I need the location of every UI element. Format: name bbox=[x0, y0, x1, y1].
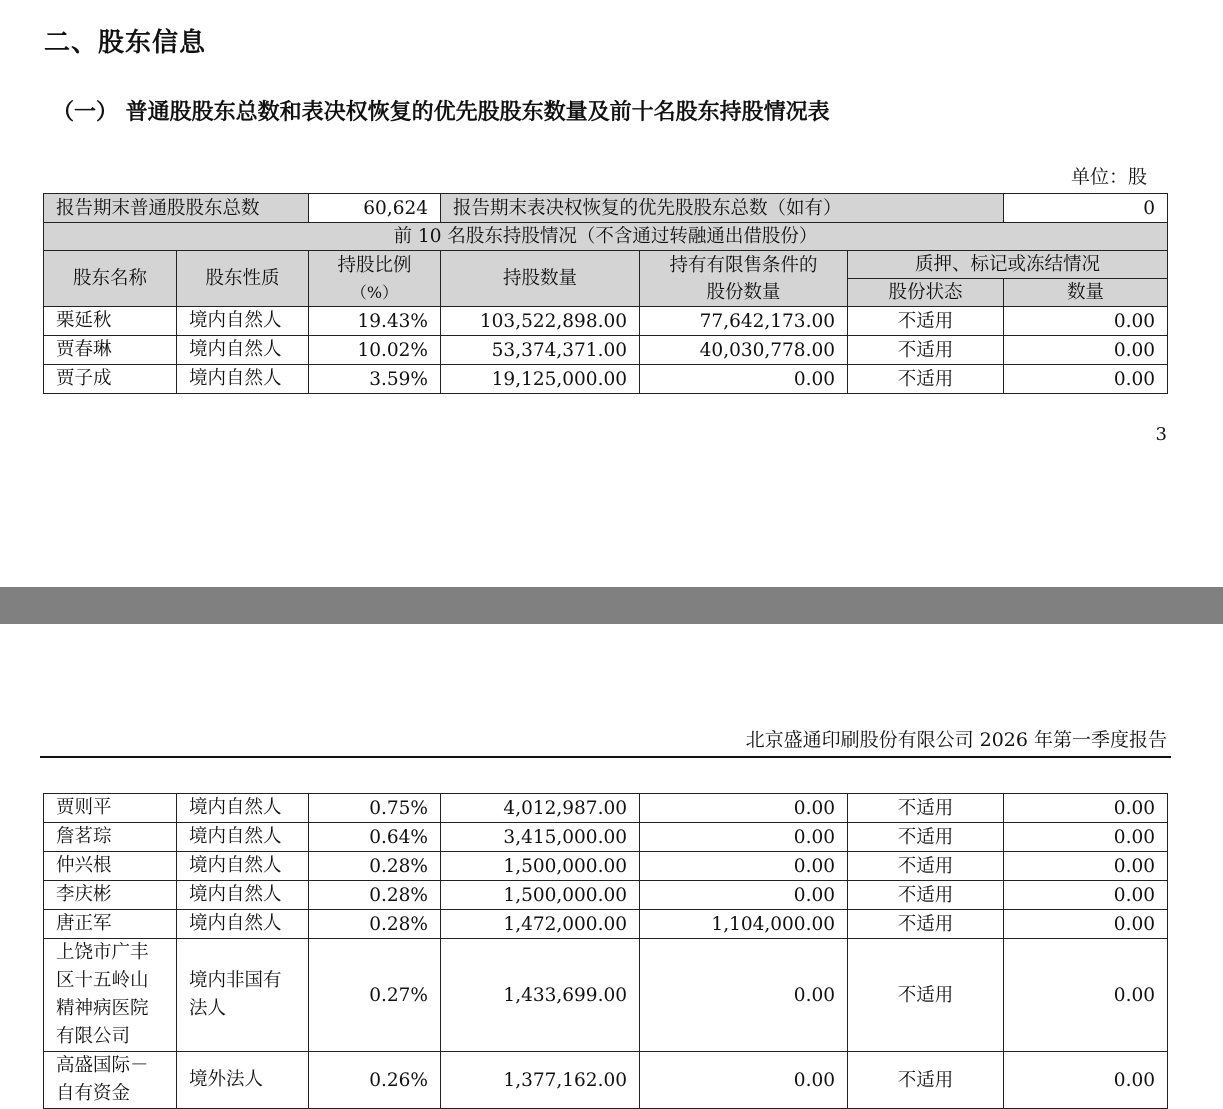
holding-ratio: 10.02% bbox=[309, 336, 441, 365]
table-row bbox=[44, 336, 1168, 365]
shareholder-nature: 境内自然人 bbox=[177, 881, 309, 910]
restricted-quantity: 77,642,173.00 bbox=[640, 307, 848, 336]
shareholder-table-page2 bbox=[43, 793, 1168, 1109]
holding-quantity: 1,500,000.00 bbox=[441, 852, 640, 881]
header-name: 股东名称 bbox=[44, 251, 177, 307]
header-rule bbox=[40, 756, 1171, 758]
holding-ratio: 0.28% bbox=[309, 852, 441, 881]
shareholder-nature: 境内自然人 bbox=[177, 852, 309, 881]
restricted-quantity: 0.00 bbox=[640, 1052, 848, 1109]
shareholder-name: 詹茗琮 bbox=[44, 823, 177, 852]
pledged-quantity: 0.00 bbox=[1004, 939, 1168, 1052]
pledge-status: 不适用 bbox=[848, 823, 1004, 852]
unit-label: 单位：股 bbox=[1070, 166, 1147, 188]
shareholder-name: 栗延秋 bbox=[44, 307, 177, 336]
restricted-quantity: 1,104,000.00 bbox=[640, 910, 848, 939]
shareholder-nature: 境内自然人 bbox=[177, 823, 309, 852]
header-ratio-line1: 持股比例 bbox=[337, 254, 412, 276]
shareholder-name: 贾春琳 bbox=[44, 336, 177, 365]
shareholder-name: 李庆彬 bbox=[44, 881, 177, 910]
shareholder-table-page1 bbox=[43, 193, 1168, 394]
running-header: 北京盛通印刷股份有限公司 2026 年第一季度报告 bbox=[745, 729, 1167, 751]
table-row bbox=[44, 307, 1168, 336]
pledged-quantity: 0.00 bbox=[1004, 910, 1168, 939]
common-holders-label: 报告期末普通股股东总数 bbox=[44, 194, 309, 223]
table-row bbox=[44, 939, 1168, 1052]
header-quantity: 持股数量 bbox=[441, 251, 640, 307]
pledge-status: 不适用 bbox=[848, 307, 1004, 336]
shareholder-nature: 境内自然人 bbox=[177, 794, 309, 823]
header-pledge-qty: 数量 bbox=[1004, 279, 1168, 307]
pledge-status: 不适用 bbox=[848, 910, 1004, 939]
holding-ratio: 3.59% bbox=[309, 365, 441, 394]
pledged-quantity: 0.00 bbox=[1004, 852, 1168, 881]
shareholder-nature: 境内自然人 bbox=[177, 365, 309, 394]
holding-quantity: 1,377,162.00 bbox=[441, 1052, 640, 1109]
restricted-quantity: 0.00 bbox=[640, 939, 848, 1052]
pledge-status: 不适用 bbox=[848, 1052, 1004, 1109]
table-row bbox=[44, 1052, 1168, 1109]
table-body-page2 bbox=[44, 794, 1168, 1109]
pledge-status: 不适用 bbox=[848, 881, 1004, 910]
holding-ratio: 0.28% bbox=[309, 881, 441, 910]
shareholder-nature: 境外法人 bbox=[177, 1052, 309, 1109]
common-holders-value: 60,624 bbox=[309, 194, 441, 223]
holding-quantity: 4,012,987.00 bbox=[441, 794, 640, 823]
holding-quantity: 1,472,000.00 bbox=[441, 910, 640, 939]
header-pledge-status: 股份状态 bbox=[848, 279, 1004, 307]
shareholder-name: 仲兴根 bbox=[44, 852, 177, 881]
shareholder-nature: 境内非国有法人 bbox=[177, 939, 309, 1052]
table-row bbox=[44, 881, 1168, 910]
header-restricted bbox=[640, 251, 848, 307]
holding-ratio: 0.27% bbox=[309, 939, 441, 1052]
page-number: 3 bbox=[1155, 424, 1167, 445]
holding-quantity: 3,415,000.00 bbox=[441, 823, 640, 852]
holding-ratio: 0.26% bbox=[309, 1052, 441, 1109]
pledged-quantity: 0.00 bbox=[1004, 336, 1168, 365]
table-row bbox=[44, 910, 1168, 939]
holding-quantity: 19,125,000.00 bbox=[441, 365, 640, 394]
page-break-band bbox=[0, 587, 1223, 624]
preferred-holders-value: 0 bbox=[1004, 194, 1168, 223]
shareholder-name: 上饶市广丰区十五岭山精神病医院有限公司 bbox=[44, 939, 177, 1052]
preferred-holders-label: 报告期末表决权恢复的优先股股东总数（如有） bbox=[441, 194, 1004, 223]
table-row bbox=[44, 823, 1168, 852]
table-row bbox=[44, 852, 1168, 881]
pledged-quantity: 0.00 bbox=[1004, 794, 1168, 823]
shareholder-name: 贾子成 bbox=[44, 365, 177, 394]
restricted-quantity: 0.00 bbox=[640, 852, 848, 881]
table-body-page1 bbox=[44, 307, 1168, 394]
table-row bbox=[44, 365, 1168, 394]
pledged-quantity: 0.00 bbox=[1004, 823, 1168, 852]
restricted-quantity: 0.00 bbox=[640, 881, 848, 910]
holding-quantity: 1,500,000.00 bbox=[441, 881, 640, 910]
header-restricted-line2: 股份数量 bbox=[706, 281, 781, 303]
top10-title: 前 10 名股东持股情况（不含通过转融通出借股份） bbox=[44, 223, 1168, 251]
pledged-quantity: 0.00 bbox=[1004, 365, 1168, 394]
restricted-quantity: 0.00 bbox=[640, 794, 848, 823]
header-nature: 股东性质 bbox=[177, 251, 309, 307]
holding-ratio: 0.28% bbox=[309, 910, 441, 939]
table-row bbox=[44, 794, 1168, 823]
holding-ratio: 0.64% bbox=[309, 823, 441, 852]
pledge-status: 不适用 bbox=[848, 794, 1004, 823]
pledge-status: 不适用 bbox=[848, 365, 1004, 394]
pledged-quantity: 0.00 bbox=[1004, 881, 1168, 910]
holding-quantity: 103,522,898.00 bbox=[441, 307, 640, 336]
holding-ratio: 19.43% bbox=[309, 307, 441, 336]
pledge-status: 不适用 bbox=[848, 939, 1004, 1052]
pledged-quantity: 0.00 bbox=[1004, 307, 1168, 336]
restricted-quantity: 40,030,778.00 bbox=[640, 336, 848, 365]
header-ratio-line2: （%） bbox=[350, 282, 399, 302]
holding-ratio: 0.75% bbox=[309, 794, 441, 823]
header-restricted-line1: 持有有限售条件的 bbox=[669, 254, 818, 276]
holding-quantity: 1,433,699.00 bbox=[441, 939, 640, 1052]
pledge-status: 不适用 bbox=[848, 336, 1004, 365]
shareholder-nature: 境内自然人 bbox=[177, 307, 309, 336]
shareholder-name: 高盛国际－自有资金 bbox=[44, 1052, 177, 1109]
restricted-quantity: 0.00 bbox=[640, 365, 848, 394]
header-ratio bbox=[309, 251, 441, 307]
pledge-status: 不适用 bbox=[848, 852, 1004, 881]
section-title: 二、股东信息 bbox=[44, 28, 207, 58]
pledged-quantity: 0.00 bbox=[1004, 1052, 1168, 1109]
subsection-title: （一） 普通股股东总数和表决权恢复的优先股股东数量及前十名股东持股情况表 bbox=[52, 99, 830, 125]
restricted-quantity: 0.00 bbox=[640, 823, 848, 852]
shareholder-name: 贾则平 bbox=[44, 794, 177, 823]
shareholder-name: 唐正军 bbox=[44, 910, 177, 939]
holding-quantity: 53,374,371.00 bbox=[441, 336, 640, 365]
shareholder-nature: 境内自然人 bbox=[177, 336, 309, 365]
header-pledge-group: 质押、标记或冻结情况 bbox=[848, 251, 1168, 279]
shareholder-nature: 境内自然人 bbox=[177, 910, 309, 939]
